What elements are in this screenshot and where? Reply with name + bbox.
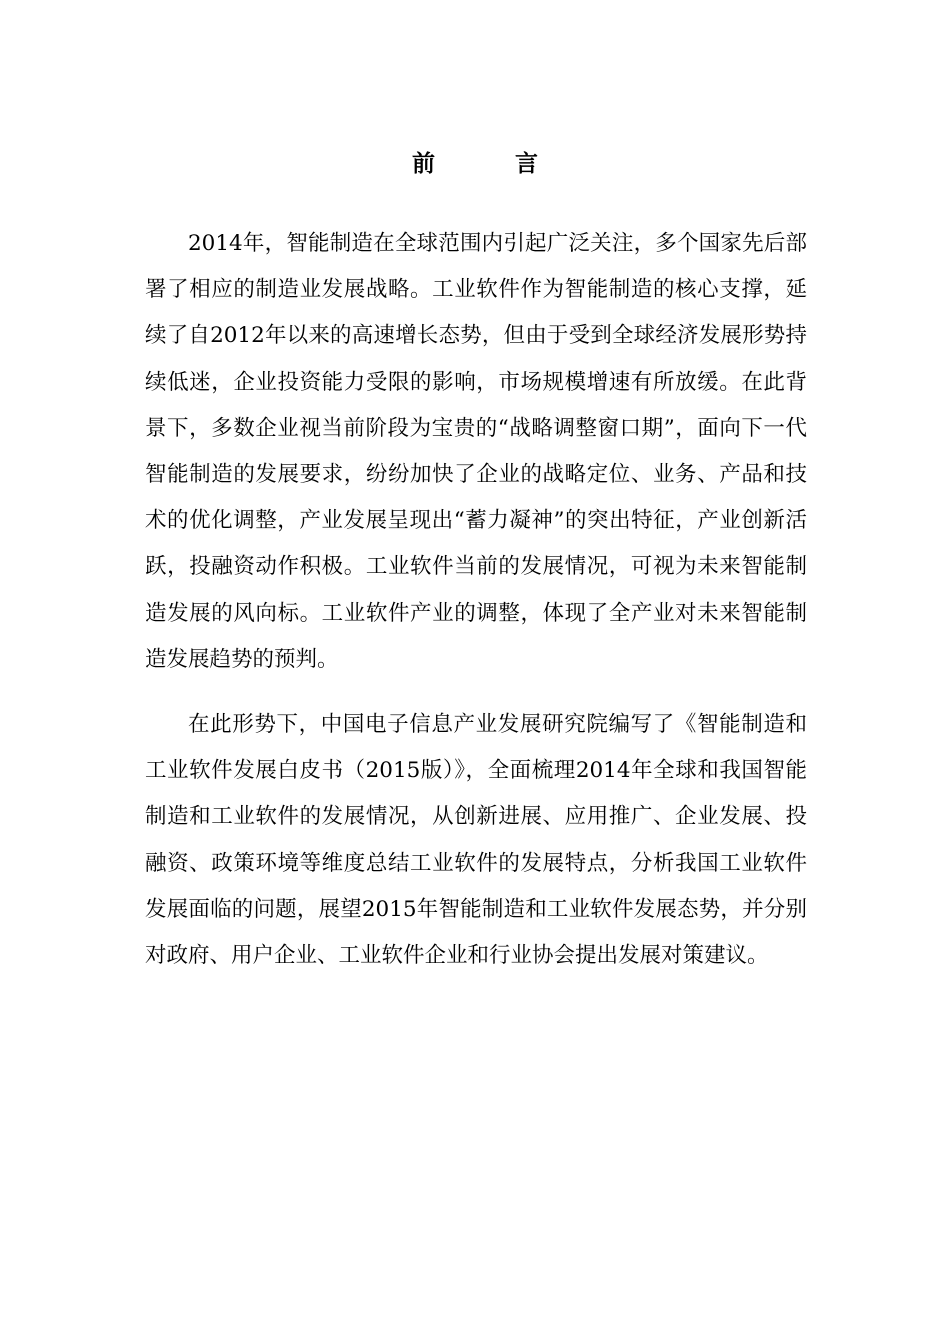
paragraph-2: 在此形势下，中国电子信息产业发展研究院编写了《智能制造和工业软件发展白皮书（2015版）》，全面梳理2014年全球和我国智能制造和工业软件的发展情况，从创新进展、应用推广、企业发展、投融资、政策环境等维度总结工业软件的发展特点，分析我国工业软件发展面临的问题，展望2015年智能制造和工业软件发展态势，并分别对政府、用户企业、工业软件企业和行业协会提出发展对策建议。 [145,712,807,969]
page-title: 前 言 [411,150,574,177]
body-text [145,221,807,979]
paragraph-1: 2014年，智能制造在全球范围内引起广泛关注，多个国家先后部署了相应的制造业发展战略。工业软件作为智能制造的核心支撑，延续了自2012年以来的高速增长态势，但由于受到全球经济发展形势持续低迷，企业投资能力受限的影响，市场规模增速有所放缓。在此背景下，多数企业视当前阶段为宝贵的“战略调整窗口期”，面向下一代智能制造的发展要求，纷纷加快了企业的战略定位、业务、产品和技术的优化调整，产业发展呈现出“蓄力凝神”的突出特征，产业创新活跃，投融资动作积极。工业软件当前的发展情况，可视为未来智能制造发展的风向标。工业软件产业的调整，体现了全产业对未来智能制造发展趋势的预判。 [145,231,807,672]
